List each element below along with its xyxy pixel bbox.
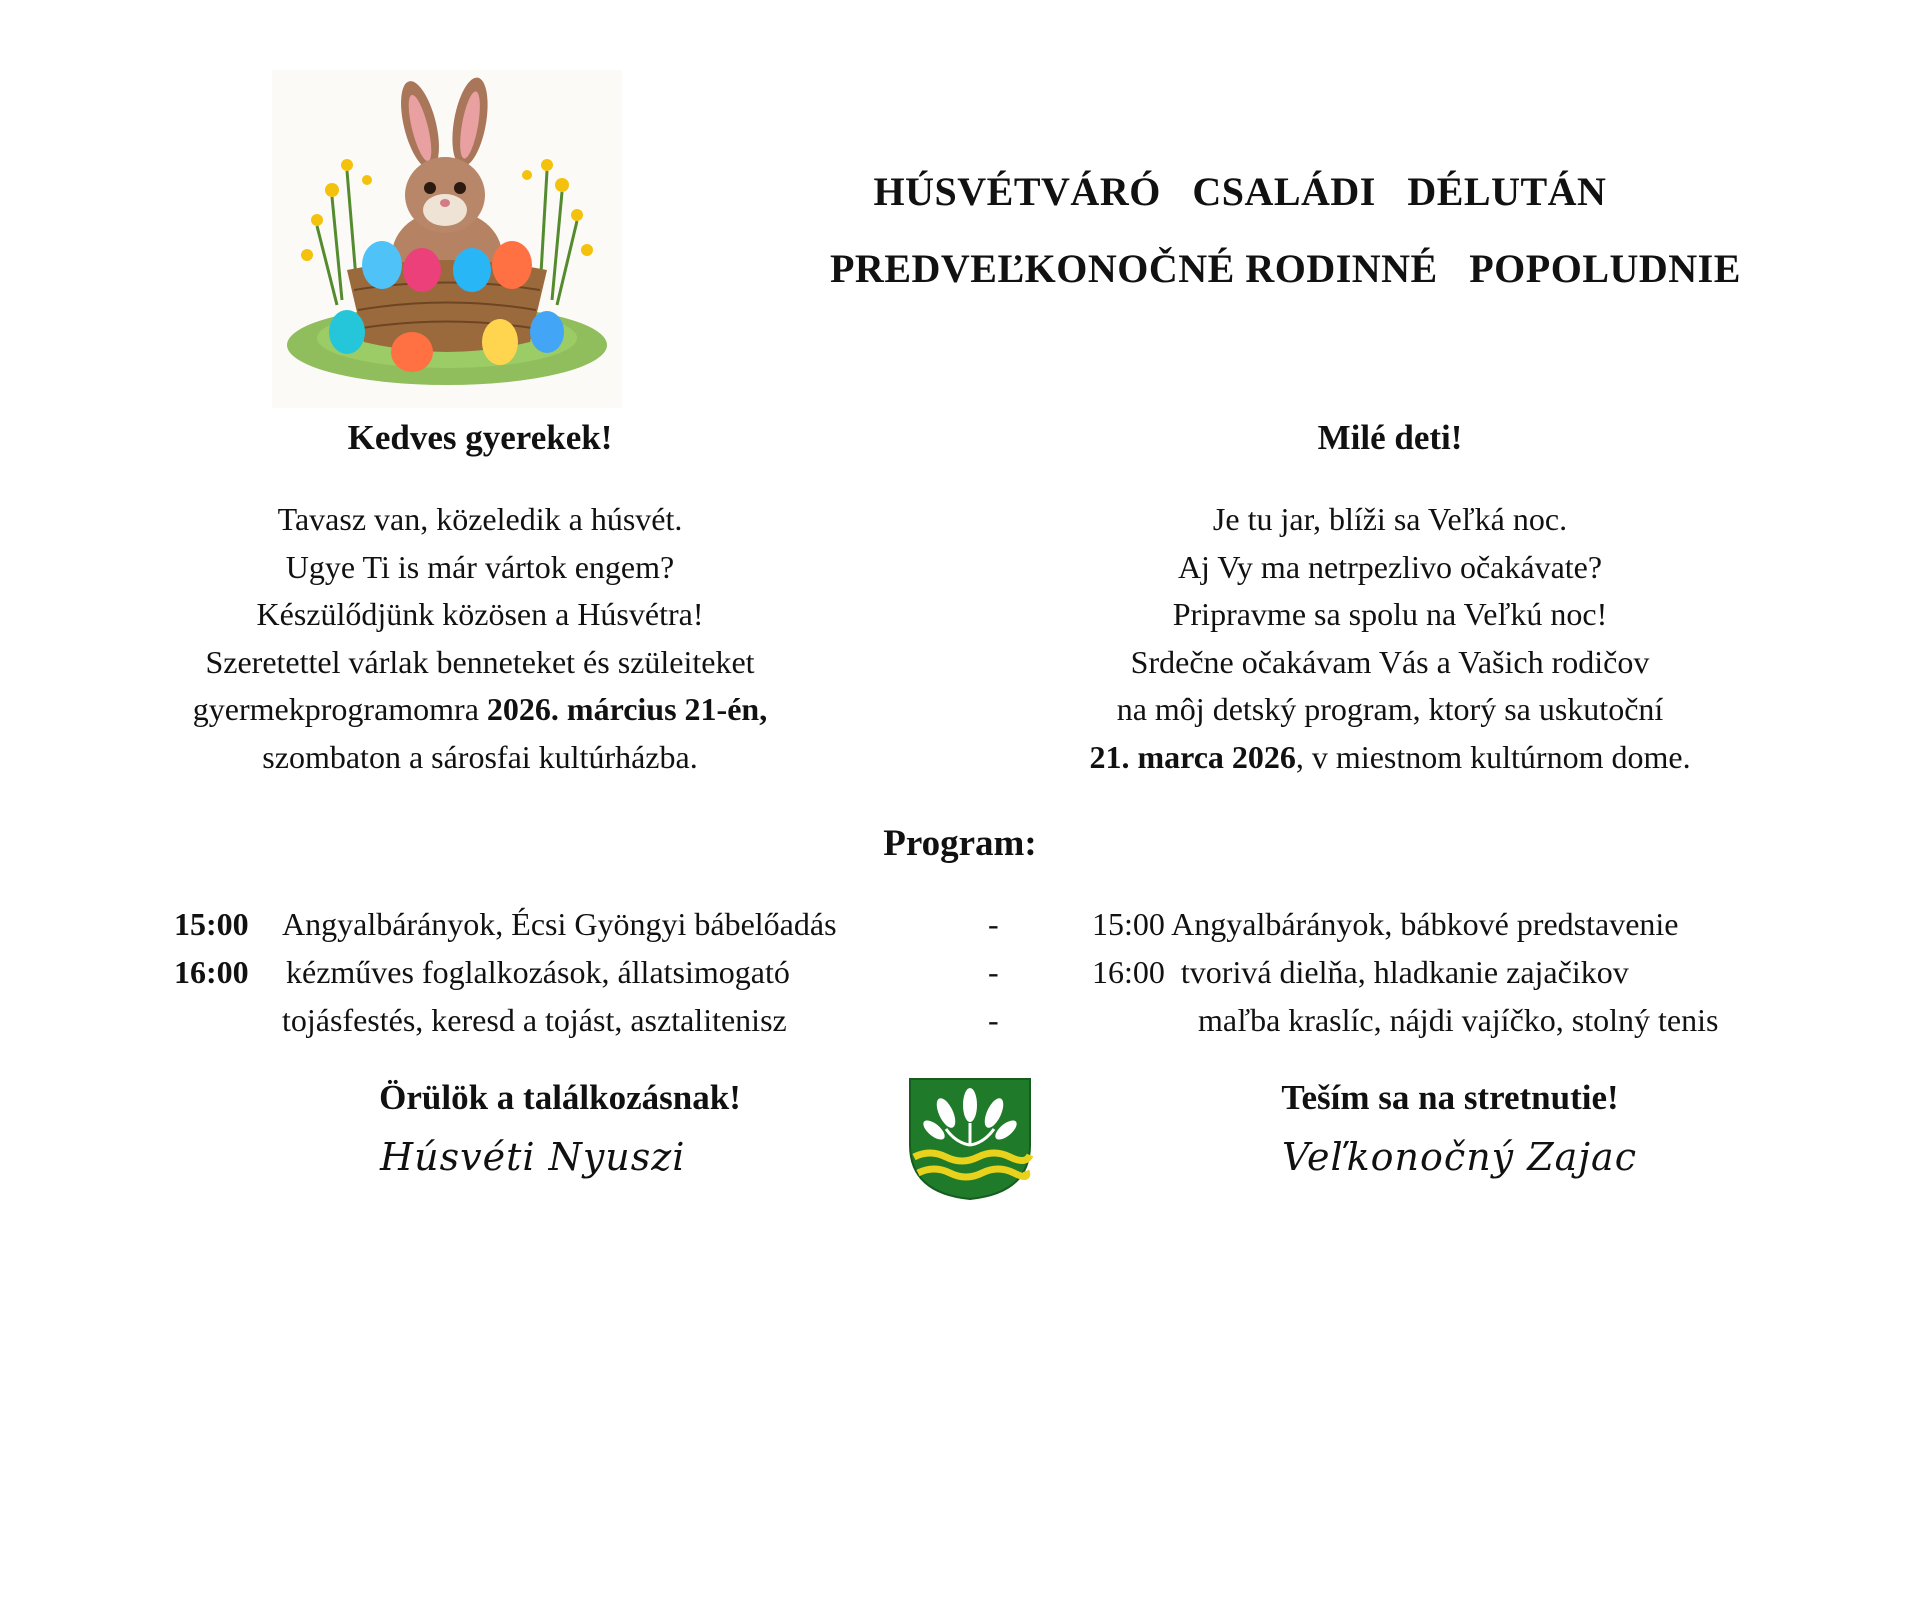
greeting-slovak: Milé deti!: [1317, 418, 1463, 457]
easter-bunny-basket-image: [272, 70, 622, 408]
closing-slovak: Teším sa na stretnutie!: [1281, 1078, 1619, 1117]
program-item-hu: kézműves foglalkozások, állatsimogató: [286, 954, 790, 990]
program-title: Program:: [883, 823, 1037, 864]
text-line: Készülődjünk közösen a Húsvétra!: [256, 596, 704, 632]
program-separator: -: [988, 906, 999, 942]
invitation-text-slovak: [1030, 496, 1750, 781]
event-date-slovak: 21. marca 2026: [1089, 738, 1296, 775]
text-line: Aj Vy ma netrpezlivo očakávate?: [1177, 548, 1603, 585]
title-slovak: PREDVEĽKONOČNÉ RODINNÉ POPOLUDNIE: [830, 246, 1741, 291]
coat-of-arms-icon: [906, 1075, 1034, 1203]
text-line: Je tu jar, blíži sa Veľká noc.: [1212, 501, 1568, 537]
program-time-hu: 15:00: [174, 906, 249, 942]
text-line: Srdečne očakávam Vás a Vašich rodičov: [1130, 643, 1650, 680]
program-item-sk: 15:00 Angyalbárányok, bábkové predstavenie: [1092, 906, 1679, 942]
program-separator: -: [988, 954, 999, 990]
signature-slovak: Veľkonočný Zajac: [1282, 1135, 1637, 1179]
signature-hungarian: Húsvéti Nyuszi: [380, 1135, 686, 1179]
text-line: [1030, 734, 1750, 782]
program-separator: -: [988, 1002, 999, 1038]
program-item-sk: maľba kraslíc, nájdi vajíčko, stolný tenis: [1198, 1002, 1719, 1038]
text-line: Tavasz van, közeledik a húsvét.: [277, 501, 683, 537]
text-line: Ugye Ti is már vártok engem?: [285, 548, 675, 585]
easter-bunny-illustration: [272, 70, 622, 408]
text-line: [100, 686, 860, 734]
text-line: Szeretettel várlak benneteket és szüleiteket: [205, 643, 755, 680]
village-crest: [906, 1075, 1034, 1203]
text-segment: , v miestnom kultúrnom dome.: [1295, 738, 1691, 775]
greeting-hungarian: Kedves gyerekek!: [347, 418, 613, 457]
text-line: szombaton a sárosfai kultúrházba.: [262, 738, 698, 775]
program-list: [0, 900, 1920, 1050]
program-item-sk: 16:00 tvorivá dielňa, hladkanie zajačikov: [1092, 954, 1629, 990]
event-date-hungarian: 2026. március 21-én,: [486, 691, 768, 727]
program-item-hu: Angyalbárányok, Écsi Gyöngyi bábelőadás: [282, 906, 837, 942]
invitation-text-hungarian: [100, 496, 860, 781]
text-line: na môj detský program, ktorý sa uskutoční: [1116, 691, 1664, 727]
closing-hungarian: Örülök a találkozásnak!: [379, 1078, 741, 1117]
text-line: Pripravme sa spolu na Veľkú noc!: [1172, 596, 1608, 632]
text-segment: gyermekprogramomra: [192, 691, 487, 727]
title-hungarian: HÚSVÉTVÁRÓ CSALÁDI DÉLUTÁN: [873, 169, 1607, 214]
program-item-hu: tojásfestés, keresd a tojást, asztalitenisz: [282, 1002, 787, 1038]
program-time-hu: 16:00: [174, 954, 249, 990]
